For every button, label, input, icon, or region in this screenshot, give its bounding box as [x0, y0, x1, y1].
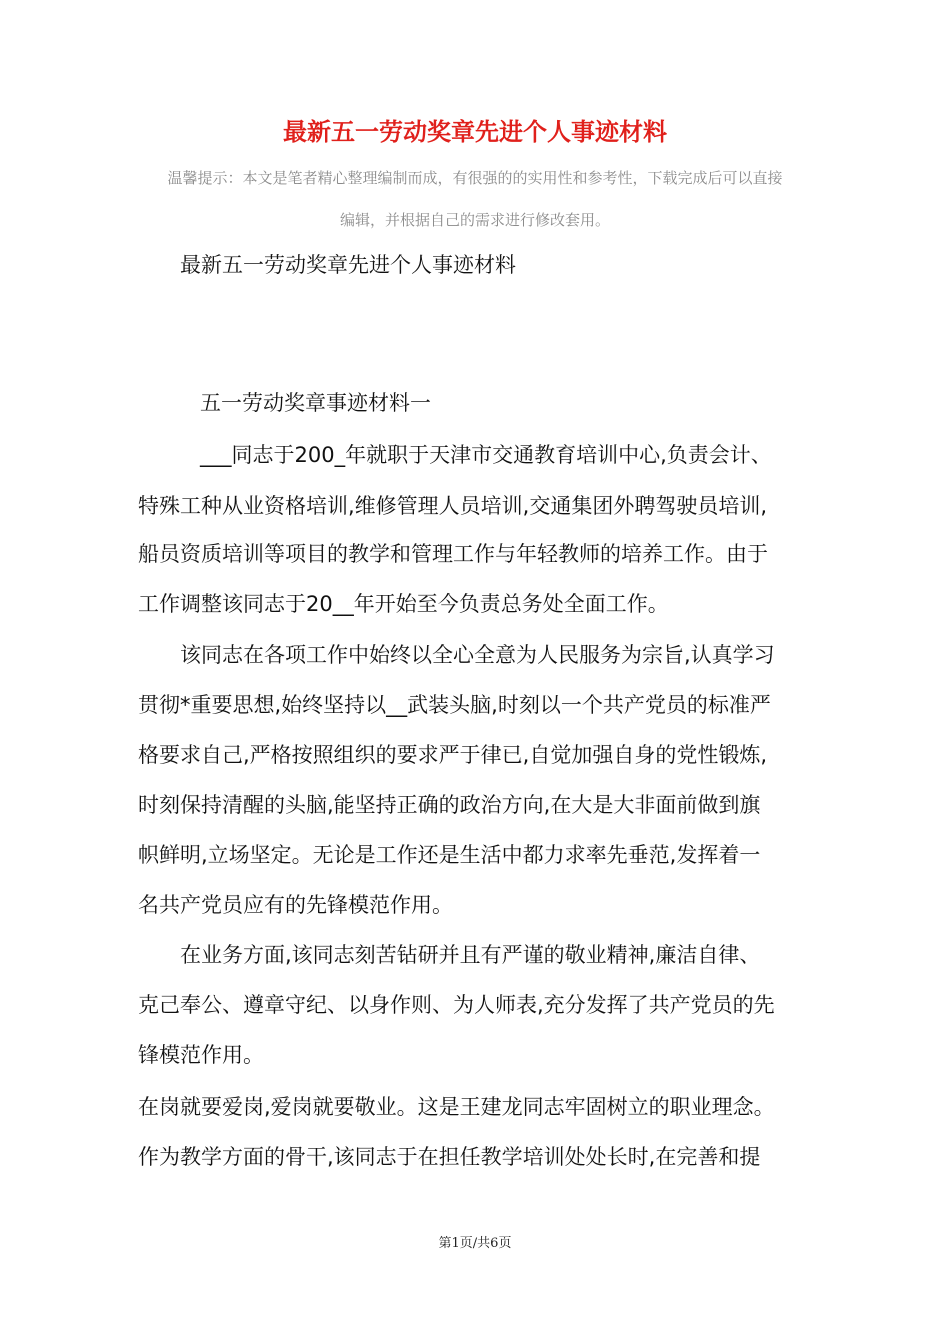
body-line: 格要求自己,严格按照组织的要求严于律已,自觉加强自身的党性锻炼, — [138, 743, 768, 767]
body-line: 时刻保持清醒的头脑,能坚持正确的政治方向,在大是大非面前做到旗 — [138, 793, 761, 817]
tip-line-2: 编辑，并根据自己的需求进行修改套用。 — [339, 211, 610, 229]
body-line: 船员资质培训等项目的教学和管理工作与年轻教师的培养工作。由于 — [138, 542, 768, 566]
body-line: ___同志于200_年就职于天津市交通教育培训中心,负责会计、 — [200, 443, 772, 467]
body-line: 作为教学方面的骨干,该同志于在担任教学培训处处长时,在完善和提 — [138, 1145, 761, 1169]
body-line: 在业务方面,该同志刻苦钻研并且有严谨的敬业精神,廉洁自律、 — [180, 943, 761, 967]
body-line: 帜鲜明,立场坚定。无论是工作还是生活中都力求率先垂范,发挥着一 — [138, 843, 761, 867]
body-line: 贯彻*重要思想,始终坚持以__武装头脑,时刻以一个共产党员的标准严 — [138, 693, 771, 717]
body-line: 名共产党员应有的先锋模范作用。 — [138, 893, 453, 917]
section-heading: 五一劳动奖章事迹材料一 — [200, 391, 431, 415]
body-line: 克己奉公、遵章守纪、以身作则、为人师表,充分发挥了共产党员的先 — [138, 993, 775, 1017]
document-heading: 最新五一劳动奖章先进个人事迹材料 — [180, 253, 516, 277]
body-line: 在岗就要爱岗,爱岗就要敬业。这是王建龙同志牢固树立的职业理念。 — [138, 1095, 775, 1119]
body-line: 特殊工种从业资格培训,维修管理人员培训,交通集团外聘驾驶员培训, — [138, 494, 768, 518]
body-line: 工作调整该同志于20__年开始至今负责总务处全面工作。 — [138, 592, 669, 616]
document-title: 最新五一劳动奖章先进个人事迹材料 — [283, 118, 667, 146]
body-line: 锋模范作用。 — [138, 1043, 264, 1067]
body-line: 该同志在各项工作中始终以全心全意为人民服务为宗旨,认真学习 — [180, 643, 775, 667]
tip-line-1: 温馨提示：本文是笔者精心整理编制而成，有很强的的实用性和参考性，下载完成后可以直接 — [167, 169, 783, 187]
page-number: 第1页/共6页 — [438, 1236, 512, 1251]
